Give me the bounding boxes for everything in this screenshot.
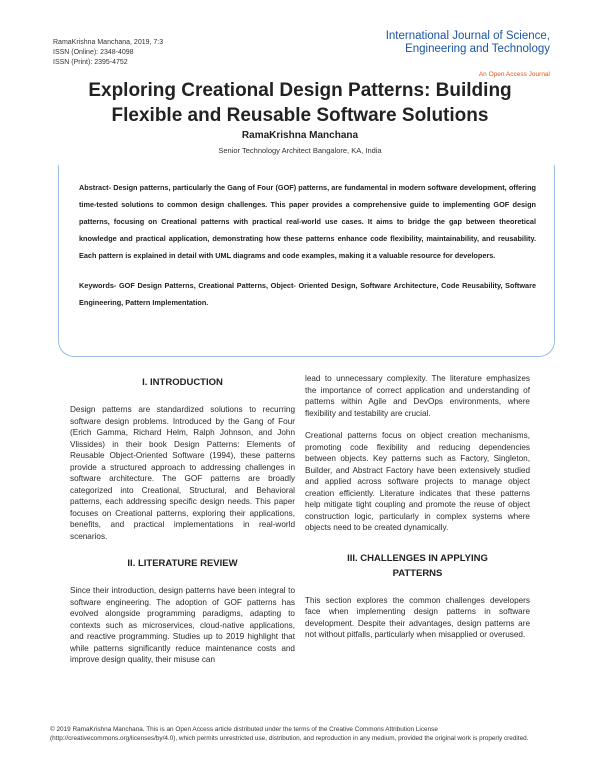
right-column — [305, 373, 530, 641]
intro-heading: I. INTRODUCTION — [142, 377, 223, 388]
challenges-heading-line1: III. CHALLENGES IN APPLYING — [347, 552, 488, 564]
creational-patterns-paragraph: Creational patterns focus on object creation mechanisms, promoting code flexibility and reducing dependencies between objects. Key patterns such as Factory, Singleton, Builder, and Abstract Factory have been extensively studied and applied across software projects to manage object creation efficiently. Literature indicates that these patterns help mitigate tight coupling and promote the reuse of object construction logic, particularly in complex systems where objects need to be created dynamically. — [305, 431, 530, 532]
paper-title-line2: Flexible and Reusable Software Solutions — [111, 105, 489, 126]
left-column — [70, 375, 295, 666]
license-footer: © 2019 RamaKrishna Manchana. This is an Open Access article distributed under the terms of the Creative Commons Attribution License (http://creativecommons.org/licenses/by/4.0), which permits unrestricted use, distribution, and reproduction in any medium, provided the original work is properly credited. — [50, 726, 529, 742]
intro-paragraph: Design patterns are standardized solutions to recurring software design problems. Introduced by the Gang of Four (Erich Gamma, Richard Helm, Ralph Johnson, and John Vlissides) in their book Design Patterns: Elements of Reusable Object-Oriented Software (1994), these patterns provide a structured approach to addressing challenges in software architecture. The GOF patterns are broadly categorized into Creational, Structural, and Behavioral patterns, each addressing specific design needs. This paper focuses on Creational patterns, exploring their applications, benefits, and practical implementations in real-world scenarios. — [70, 405, 295, 541]
issn-online: ISSN (Online): 2348-4098 — [53, 49, 134, 56]
paper-title — [30, 78, 570, 128]
challenges-heading — [305, 551, 530, 581]
literature-continued-paragraph: lead to unnecessary complexity. The literature emphasizes the importance of correct application and understanding of patterns within Agile and DevOps environments, where flexibility and testability are crucial. — [305, 374, 530, 418]
journal-name-line2: Engineering and Technology — [405, 43, 550, 55]
challenges-paragraph: This section explores the common challenges developers face when implementing design patterns in software development. Despite their advantages, design patterns are not without pitfalls, particularly when misapplied or overused. — [305, 595, 530, 639]
issn-print: ISSN (Print): 2395-4752 — [53, 59, 128, 66]
citation: RamaKrishna Manchana, 2019, 7:3 — [53, 39, 164, 46]
citation-block — [53, 38, 163, 68]
challenges-heading-line2: PATTERNS — [392, 567, 443, 579]
abstract-box — [58, 165, 555, 357]
journal-name — [386, 30, 550, 56]
literature-heading: II. LITERATURE REVIEW — [127, 558, 238, 569]
paper-title-line1: Exploring Creational Design Patterns: Building — [88, 80, 512, 101]
literature-paragraph: Since their introduction, design patterns have been integral to software engineering. The adoption of GOF patterns has evolved alongside programming paradigms, adapting to contexts such as microservices, cloud-native applications, and reactive programming. Studies up to 2019 highlight that while patterns significantly reduce maintenance costs and improve design quality, their misuse can — [70, 586, 295, 664]
author-affiliation: Senior Technology Architect Bangalore, KA, India — [218, 146, 382, 155]
open-access-label: An Open Access Journal — [478, 71, 550, 78]
journal-name-line1: International Journal of Science, — [385, 30, 550, 42]
keywords-text: Keywords- GOF Design Patterns, Creational Patterns, Object- Oriented Design, Software Architecture, Code Reusability, Software Engineering, Pattern Implementation. — [79, 281, 536, 307]
author-name: RamaKrishna Manchana — [241, 130, 359, 141]
abstract-text: Abstract- Design patterns, particularly the Gang of Four (GOF) patterns, are fundamental in modern software development, offering time-tested solutions to common design challenges. This paper provides a comprehensive guide to implementing GOF design patterns, focusing on Creational patterns with practical real-world use cases. It aims to bridge the gap between theoretical knowledge and practical application, demonstrating how these patterns enhance code flexibility, maintainability, and reusability. Each pattern is explained in detail with UML diagrams and code examples, making it a valuable resource for developers. — [79, 183, 536, 260]
